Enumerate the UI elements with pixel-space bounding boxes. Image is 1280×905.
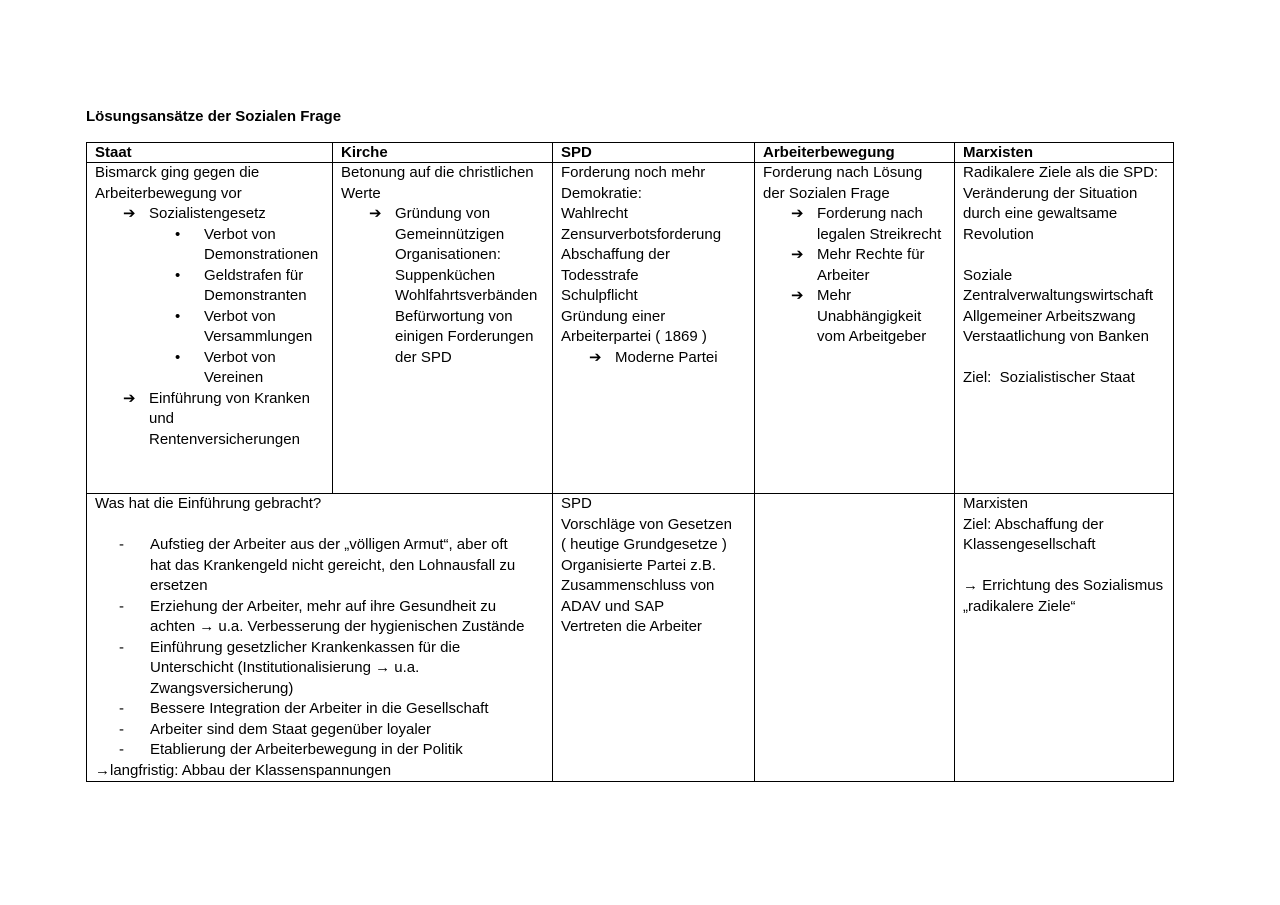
list-item xyxy=(95,225,326,266)
staat-intro-line: Bismarck ging gegen die xyxy=(95,164,260,181)
staat-intro-line: Arbeiterbewegung vor xyxy=(95,184,242,202)
bullet-icon: • xyxy=(175,266,181,284)
kirche-arrow-line: Organisationen: xyxy=(395,246,501,263)
marx-line: Allgemeiner Arbeitszwang xyxy=(963,307,1136,325)
einfuehrung-question: Was hat die Einführung gebracht? xyxy=(95,495,322,512)
spd2-line: Vertreten die Arbeiter xyxy=(561,618,702,635)
arbeiter-arrow-text: Forderung nach xyxy=(817,205,923,222)
arbeiter-arrow-text: legalen Streikrecht xyxy=(817,225,942,243)
list-item xyxy=(95,535,546,597)
bullet-text: Verbot von xyxy=(204,307,276,325)
dash-text: achten → u.a. Verbesserung der hygienischen Zustände xyxy=(150,618,525,635)
arbeiter-arrow-text: vom Arbeitgeber xyxy=(817,328,927,345)
marx-line: Radikalere Ziele als die SPD: xyxy=(963,164,1159,181)
list-item xyxy=(763,245,948,286)
arbeiter-intro-line: der Sozialen Frage xyxy=(763,184,890,202)
dash-text: Arbeiter sind dem Staat gegenüber loyaler xyxy=(150,720,432,738)
dash-icon: - xyxy=(119,720,124,738)
spd-arrow-text: Moderne Partei xyxy=(615,348,718,366)
dash-text: Bessere Integration der Arbeiter in die Gesellschaft xyxy=(150,700,489,717)
spd-line: Arbeiterpartei ( 1869 ) xyxy=(561,328,707,345)
marx-line: Veränderung der Situation xyxy=(963,184,1138,202)
arbeiter-arrow-text: Arbeiter xyxy=(817,266,870,284)
cell-einfuehrung xyxy=(87,494,553,782)
arrow-right-icon: ➔ xyxy=(791,287,804,304)
kirche-arrow-line: Gemeinnützigen xyxy=(395,225,505,243)
bullet-icon: • xyxy=(175,348,181,366)
dash-text: Aufstieg der Arbeiter aus der „völligen Armut“, aber oft xyxy=(150,536,508,553)
spd2-line: Zusammenschluss von xyxy=(561,577,715,594)
dash-text: Etablierung der Arbeiterbewegung in der Politik xyxy=(150,741,463,758)
spd2-line: Vorschläge von Gesetzen xyxy=(561,515,732,533)
spd-line: Wahlrecht xyxy=(561,205,628,222)
arrow-right-icon: ➔ xyxy=(369,205,382,222)
marx-line: Soziale xyxy=(963,266,1013,284)
arbeiter-intro-line: Forderung nach Lösung xyxy=(763,164,923,181)
table-row xyxy=(87,163,1174,494)
list-item xyxy=(95,348,326,389)
spd-line: Schulpflicht xyxy=(561,287,638,304)
staat-arrow2-text: Einführung von Kranken xyxy=(149,389,310,407)
dash-text: Erziehung der Arbeiter, mehr auf ihre Gesundheit zu xyxy=(150,597,497,615)
list-item xyxy=(95,307,326,348)
document-title: Lösungsansätze der Sozialen Frage xyxy=(86,108,342,125)
dash-icon: - xyxy=(119,741,124,758)
marx2-line: „radikalere Ziele“ xyxy=(963,597,1076,615)
spd-line: Zensurverbotsforderung xyxy=(561,225,722,243)
bullet-text: Verbot von xyxy=(204,225,276,243)
kirche-arrow-line: einigen Forderungen xyxy=(395,328,534,345)
marx-line: Verstaatlichung von Banken xyxy=(963,328,1149,345)
list-item xyxy=(95,266,326,307)
spd-line: Forderung noch mehr xyxy=(561,164,706,181)
solutions-table xyxy=(86,142,1174,782)
kirche-arrow-line: Wohlfahrtsverbänden xyxy=(395,287,538,304)
list-item xyxy=(95,638,546,700)
spd-line: Demokratie: xyxy=(561,184,642,202)
dash-text: ersetzen xyxy=(150,577,208,594)
header-arbeiterbewegung: Arbeiterbewegung xyxy=(755,143,955,163)
list-item xyxy=(341,204,546,368)
bullet-text: Vereinen xyxy=(204,369,264,386)
cell-marxisten xyxy=(955,163,1174,494)
arrow-right-icon: ➔ xyxy=(123,205,136,222)
marx2-line: Klassengesellschaft xyxy=(963,536,1096,553)
spd2-line: ADAV und SAP xyxy=(561,597,665,615)
cell-arbeiter-row2 xyxy=(755,494,955,782)
spd2-line: Organisierte Partei z.B. xyxy=(561,556,717,574)
spd-line: Gründung einer xyxy=(561,307,666,325)
spd-line: Abschaffung der xyxy=(561,246,670,263)
kirche-intro-line: Werte xyxy=(341,184,381,202)
arrow-right-icon: ➔ xyxy=(589,348,602,366)
dash-text: Unterschicht (Institutionalisierung → u.a. xyxy=(150,659,420,676)
arbeiter-arrow-text: Mehr xyxy=(817,287,852,304)
bullet-text: Demonstrationen xyxy=(204,246,319,263)
cell-kirche xyxy=(333,163,553,494)
list-item xyxy=(763,204,948,245)
bullet-text: Versammlungen xyxy=(204,328,313,345)
dash-icon: - xyxy=(119,638,124,656)
kirche-arrow-line: Gründung von xyxy=(395,205,491,222)
spd-line: Todesstrafe xyxy=(561,266,639,284)
marx-ziel: Ziel: Sozialistischer Staat xyxy=(963,369,1135,386)
table-header-row xyxy=(87,143,1174,163)
arbeiter-arrow-text: Unabhängigkeit xyxy=(817,307,922,325)
cell-staat xyxy=(87,163,333,494)
arrow-right-icon: ➔ xyxy=(123,389,136,407)
dash-icon: - xyxy=(119,536,124,553)
kirche-arrow-line: Suppenküchen xyxy=(395,266,496,284)
header-spd: SPD xyxy=(553,143,755,163)
list-item xyxy=(95,720,546,741)
spd2-line: SPD xyxy=(561,495,592,512)
table-row xyxy=(87,494,1174,782)
dash-text: hat das Krankengeld nicht gereicht, den Lohnausfall zu xyxy=(150,556,516,574)
list-item xyxy=(95,389,326,451)
arrow-right-icon: ➔ xyxy=(791,205,804,222)
header-marxisten: Marxisten xyxy=(955,143,1174,163)
kirche-arrow-line: der SPD xyxy=(395,348,452,366)
list-item xyxy=(95,597,546,638)
bullet-icon: • xyxy=(175,307,181,325)
marx2-line: → Errichtung des Sozialismus xyxy=(963,577,1164,594)
bullet-text: Geldstrafen für xyxy=(204,266,304,284)
marx-line: durch eine gewaltsame xyxy=(963,205,1118,222)
staat-arrow2-text: und xyxy=(149,410,175,427)
spd2-line: ( heutige Grundgesetze ) xyxy=(561,536,727,553)
staat-arrow2-text: Rentenversicherungen xyxy=(149,430,300,448)
dash-icon: - xyxy=(119,700,124,717)
dash-text: Einführung gesetzlicher Krankenkassen für die xyxy=(150,638,461,656)
header-staat: Staat xyxy=(87,143,333,163)
staat-arrow1-text: Sozialistengesetz xyxy=(149,205,266,222)
header-kirche: Kirche xyxy=(333,143,553,163)
marx-line: Zentralverwaltungswirtschaft xyxy=(963,287,1154,304)
list-item xyxy=(561,348,748,369)
bullet-text: Demonstranten xyxy=(204,287,307,304)
cell-spd xyxy=(553,163,755,494)
list-item xyxy=(95,740,546,761)
marx-line: Revolution xyxy=(963,225,1034,243)
conclusion-text: →langfristig: Abbau der Klassenspannungen xyxy=(95,761,392,779)
arbeiter-arrow-text: Mehr Rechte für xyxy=(817,246,925,263)
cell-arbeiterbewegung xyxy=(755,163,955,494)
list-item xyxy=(95,204,326,225)
dash-text: Zwangsversicherung) xyxy=(150,679,294,697)
bullet-icon: • xyxy=(175,225,181,243)
list-item xyxy=(95,699,546,720)
list-item xyxy=(763,286,948,348)
kirche-intro-line: Betonung auf die christlichen xyxy=(341,164,534,181)
marx2-line: Ziel: Abschaffung der xyxy=(963,515,1104,533)
bullet-text: Verbot von xyxy=(204,348,276,366)
marx2-line: Marxisten xyxy=(963,495,1029,512)
cell-spd-row2 xyxy=(553,494,755,782)
kirche-arrow-line: Befürwortung von xyxy=(395,307,513,325)
arrow-right-icon: ➔ xyxy=(791,246,804,263)
cell-marxisten-row2 xyxy=(955,494,1174,782)
dash-icon: - xyxy=(119,597,124,615)
